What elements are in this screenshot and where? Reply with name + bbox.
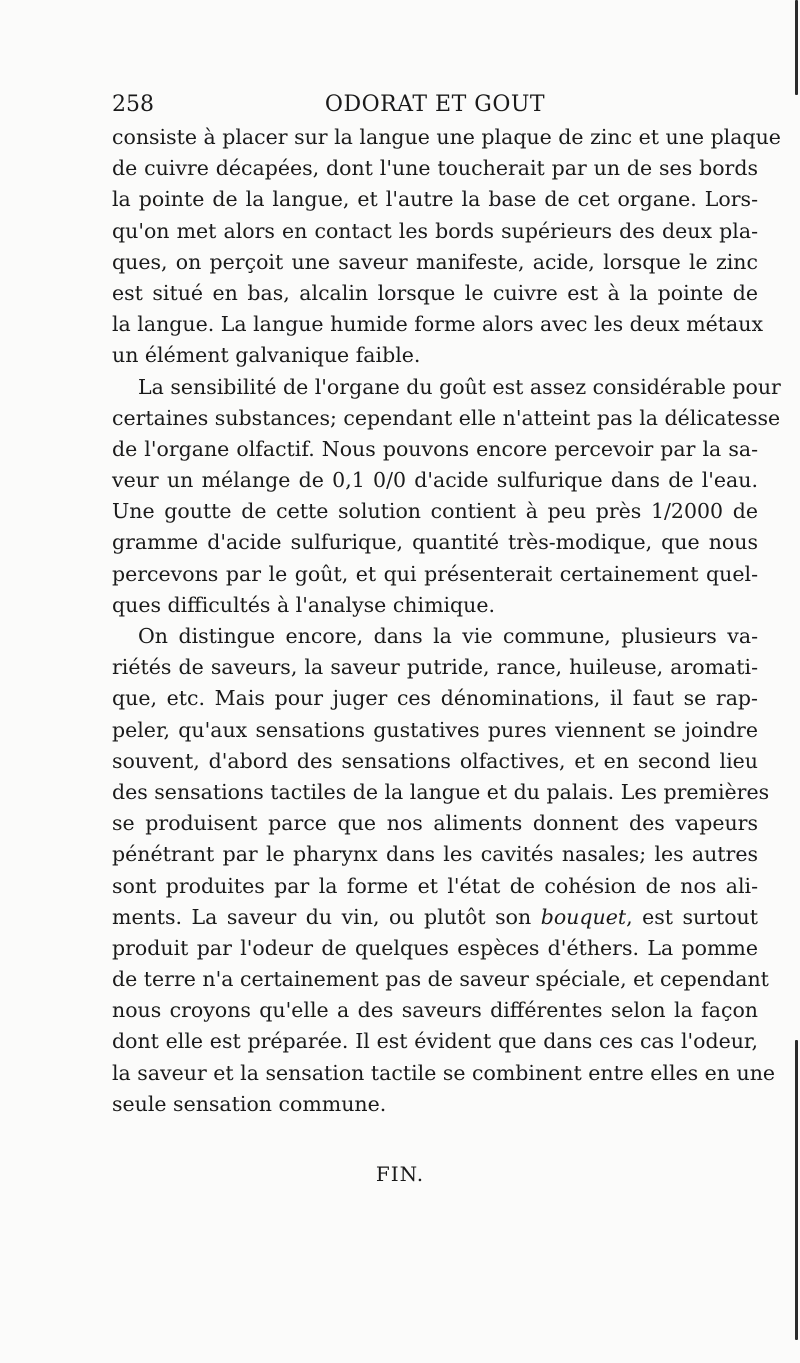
text-line: sont produites par la forme et l'état de cohésion de nos ali- <box>112 873 758 898</box>
text-line: de l'organe olfactif. Nous pouvons encore percevoir par la sa- <box>112 436 758 461</box>
text-line: seule sensation commune. <box>112 1091 387 1116</box>
text-span: , est surtout <box>626 904 758 929</box>
text-span: ments. La saveur du vin, ou plutôt son <box>112 904 541 929</box>
text-line: certaines substances; cependant elle n'atteint pas la délicatesse <box>112 405 781 430</box>
text-line: est situé en bas, alcalin lorsque le cuivre est à la pointe de <box>112 280 758 305</box>
text-line: souvent, d'abord des sensations olfactives, et en second lieu <box>112 748 758 773</box>
text-line: riétés de saveurs, la saveur putride, rance, huileuse, aromati- <box>112 655 758 680</box>
text-line: se produisent parce que nos aliments donnent des vapeurs <box>112 811 758 836</box>
text-line: On distingue encore, dans la vie commune, plusieurs va- <box>138 624 758 648</box>
text-line: nous croyons qu'elle a des saveurs différentes selon la façon <box>112 998 758 1023</box>
text-line: la saveur et la sensation tactile se combinent entre elles en une <box>112 1060 776 1085</box>
text-line: produit par l'odeur de quelques espèces d'éthers. La pomme <box>112 935 758 960</box>
page-edge-mark <box>795 0 798 95</box>
text-line: peler, qu'aux sensations gustatives pures viennent se joindre <box>112 717 758 742</box>
italic-term: bouquet <box>540 904 627 929</box>
text-line: que, etc. Mais pour juger ces dénominations, il faut se rap- <box>112 686 758 711</box>
text-line: consiste à placer sur la langue une plaque de zinc et une plaque <box>112 125 781 149</box>
text-line: la langue. La langue humide forme alors avec les deux métaux <box>112 312 764 337</box>
text-line: ques, on perçoit une saveur manifeste, acide, lorsque le zinc <box>112 249 758 274</box>
text-line: La sensibilité de l'organe du goût est assez considérable pour <box>138 374 781 399</box>
text-line: ques difficultés à l'analyse chimique. <box>112 592 496 617</box>
text-line: pénétrant par le pharynx dans les cavités nasales; les autres <box>112 842 758 867</box>
text-line: qu'on met alors en contact les bords supérieurs des deux pla- <box>112 218 758 243</box>
text-line-with-italic <box>112 902 758 933</box>
text-line: de terre n'a certainement pas de saveur spéciale, et cependant <box>112 967 769 992</box>
page-number: 258 <box>112 92 154 117</box>
text-line: dont elle est préparée. Il est évident que dans ces cas l'odeur, <box>112 1029 758 1054</box>
text-line: un élément galvanique faible. <box>112 343 421 368</box>
page-header <box>112 90 758 120</box>
text-line: de cuivre décapées, dont l'une toucherait par un de ses bords <box>112 156 758 181</box>
text-line: veur un mélange de 0,1 0/0 d'acide sulfurique dans de l'eau. <box>112 468 758 493</box>
end-mark: FIN. <box>375 1162 425 1186</box>
page-edge-mark <box>795 1040 798 1340</box>
text-line: percevons par le goût, et qui présenterait certainement quel- <box>112 561 758 586</box>
running-title: ODORAT ET GOUT <box>324 92 546 117</box>
text-line: des sensations tactiles de la langue et du palais. Les premières <box>112 779 770 804</box>
text-line: la pointe de la langue, et l'autre la base de cet organe. Lors- <box>112 187 758 212</box>
text-line: gramme d'acide sulfurique, quantité très-modique, que nous <box>112 530 758 555</box>
text-line: Une goutte de cette solution contient à peu près 1/2000 de <box>112 499 758 524</box>
body-text <box>112 122 781 1120</box>
